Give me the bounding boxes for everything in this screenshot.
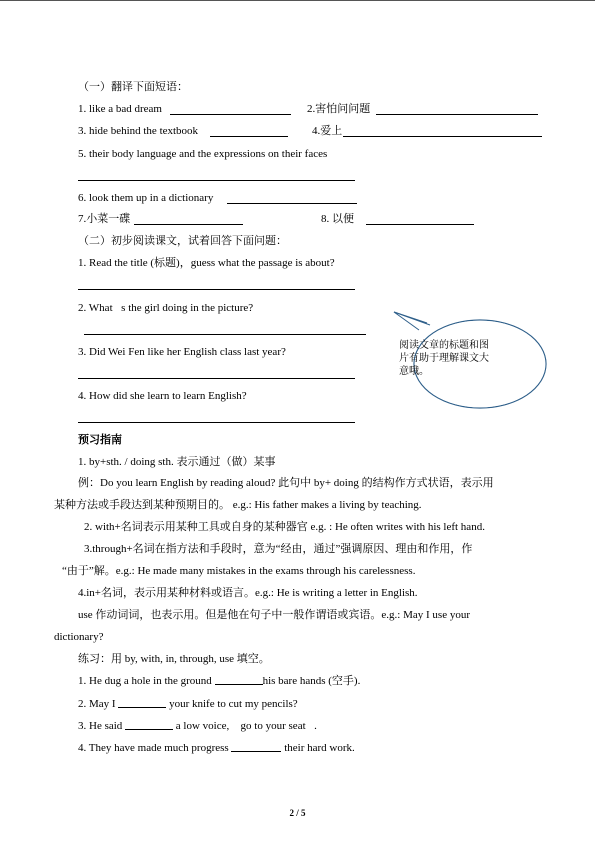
exercise-2-after: your knife to cut my pencils? bbox=[166, 698, 298, 710]
guide-line-6: “由于”解。e.g.: He made many mistakes in the exams through his carelessness. bbox=[62, 565, 416, 577]
answer-blank-5[interactable] bbox=[78, 180, 355, 181]
answer-blank-3[interactable] bbox=[210, 136, 288, 137]
question-4: 4. How did she learn to learn English? bbox=[78, 390, 247, 402]
question-2: 2. What s the girl doing in the picture? bbox=[78, 302, 254, 314]
exercise-instruction: 练习：用 by, with, in, through, use 填空。 bbox=[78, 653, 270, 665]
exercise-1-after: his bare hands (空手). bbox=[262, 675, 361, 687]
guide-line-5: 3.through+名词在指方法和手段时，意为“经由，通过”强调原因、理由和作用，作 bbox=[84, 543, 473, 555]
answer-blank-7[interactable] bbox=[134, 224, 243, 225]
phrase-8: 8. 以便 bbox=[321, 213, 354, 225]
guide-line-8: use 作动词词，也表示用。但是他在句子中一般作谓语或宾语。e.g.: May I use your bbox=[78, 609, 471, 621]
question-1: 1. Read the title (标题)，guess what the passage is about? bbox=[78, 257, 335, 269]
exercise-3-before: 3. He said bbox=[78, 720, 126, 732]
phrase-5: 5. their body language and the expressions on their faces bbox=[78, 148, 328, 160]
answer-blank-1[interactable] bbox=[170, 114, 291, 115]
guide-line-1: 1. by+sth. / doing sth. 表示通过（做）某事 bbox=[78, 456, 276, 468]
answer-blank-2[interactable] bbox=[376, 114, 538, 115]
speech-bubble-text: 阅读文章的标题和图片有助于理解课文大意哦。 bbox=[399, 340, 489, 377]
question-3-answer-line[interactable] bbox=[78, 378, 355, 379]
exercise-2-blank[interactable] bbox=[118, 707, 166, 708]
guide-line-4: 2. with+名词表示用某种工具或自身的某种器官 e.g. : He often writes with his left hand. bbox=[84, 521, 485, 533]
phrase-3: 3. hide behind the textbook bbox=[78, 125, 199, 137]
guide-line-2: 例：Do you learn English by reading aloud? 此句中 by+ doing 的结构作方式状语，表示用 bbox=[78, 477, 494, 489]
phrase-7: 7.小菜一碟 bbox=[78, 213, 131, 225]
answer-blank-8[interactable] bbox=[366, 224, 474, 225]
section1-heading: （一）翻译下面短语： bbox=[78, 81, 188, 93]
question-1-answer-line[interactable] bbox=[78, 289, 355, 290]
answer-blank-4[interactable] bbox=[343, 136, 542, 137]
phrase-1: 1. like a bad dream bbox=[78, 103, 162, 115]
guide-line-3: 某种方法或手段达到某种预期目的。 e.g.: His father makes a living by teaching. bbox=[54, 499, 422, 511]
exercise-3 bbox=[78, 719, 317, 733]
exercise-3-blank[interactable] bbox=[125, 729, 173, 730]
top-rule bbox=[0, 0, 595, 1]
guide-line-7: 4.in+名词，表示用某种材料或语言。e.g.: He is writing a letter in English. bbox=[78, 587, 418, 599]
phrase-4: 4.爱上 bbox=[312, 125, 343, 137]
guide-heading: 预习指南 bbox=[78, 434, 122, 446]
phrase-2: 2.害怕问问题 bbox=[307, 103, 371, 115]
question-2-answer-line[interactable] bbox=[84, 334, 366, 335]
exercise-1 bbox=[78, 674, 360, 688]
exercise-4 bbox=[78, 741, 355, 755]
exercise-2-before: 2. May I bbox=[78, 698, 119, 710]
exercise-1-blank[interactable] bbox=[215, 684, 263, 685]
phrase-6: 6. look them up in a dictionary bbox=[78, 192, 214, 204]
question-3: 3. Did Wei Fen like her English class last year? bbox=[78, 346, 286, 358]
exercise-4-before: 4. They have made much progress bbox=[78, 742, 232, 754]
exercise-4-blank[interactable] bbox=[231, 751, 281, 752]
exercise-4-after: their hard work. bbox=[281, 742, 355, 754]
guide-line-9: dictionary? bbox=[54, 631, 104, 643]
exercise-1-before: 1. He dug a hole in the ground bbox=[78, 675, 215, 687]
exercise-2 bbox=[78, 697, 298, 711]
page-number: 2 / 5 bbox=[289, 808, 306, 818]
section2-heading: （二）初步阅读课文，试着回答下面问题： bbox=[78, 235, 287, 247]
question-4-answer-line[interactable] bbox=[78, 422, 355, 423]
exercise-3-after: a low voice,  go to your seat . bbox=[173, 720, 317, 732]
answer-blank-6[interactable] bbox=[227, 203, 357, 204]
